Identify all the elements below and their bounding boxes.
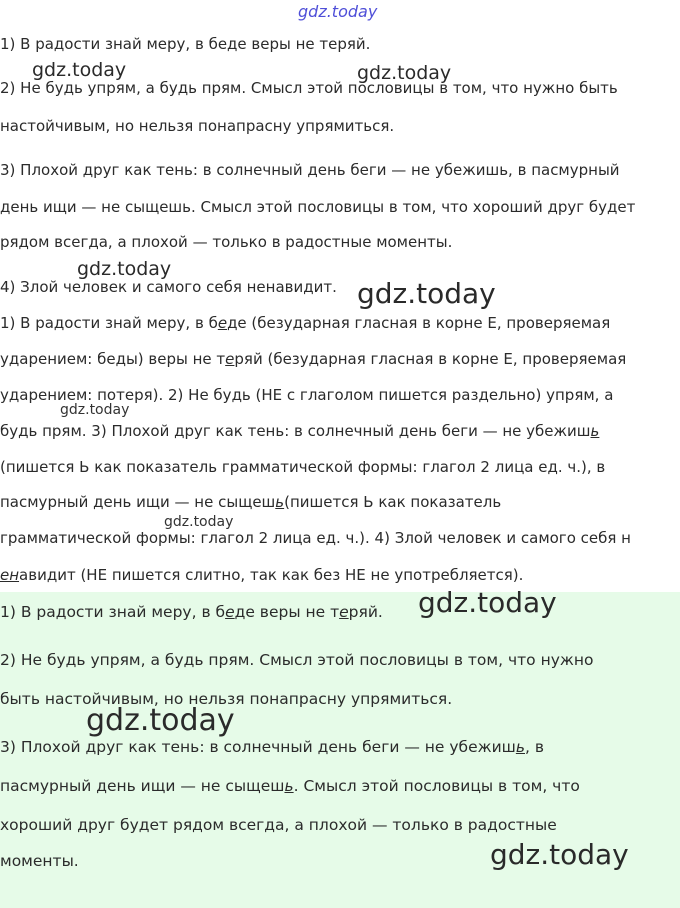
watermark: gdz.today xyxy=(490,838,629,871)
text: пасмурный день ищи — не сыщеш xyxy=(0,493,276,511)
highlighted-letter: ен xyxy=(0,566,20,584)
watermark: gdz.today xyxy=(32,59,127,81)
watermark: gdz.today xyxy=(357,277,496,310)
final-line: быть настойчивым, но нельзя понапрасну упрямиться. xyxy=(0,690,453,708)
watermark: gdz.today xyxy=(86,703,235,738)
text: де (безударная гласная в корне Е, проверяемая xyxy=(227,314,611,332)
text: (пишется Ь как показатель xyxy=(284,493,502,511)
analysis-line xyxy=(0,349,680,369)
answer-line: 3) Плохой друг как тень: в солнечный день беги — не убежишь, в пасмурный xyxy=(0,161,620,179)
text: ударением: беды) веры не т xyxy=(0,350,226,368)
answer-line: 4) Злой человек и самого себя ненавидит. xyxy=(0,278,337,296)
analysis-line xyxy=(0,492,680,512)
highlighted-letter: ь xyxy=(284,777,294,795)
final-line xyxy=(0,602,680,622)
final-line: моменты. xyxy=(0,852,79,870)
analysis-line xyxy=(0,313,680,333)
text: будь прям. 3) Плохой друг как тень: в солнечный день беги — не убежиш xyxy=(0,422,591,440)
answer-line: день ищи — не сыщешь. Смысл этой пословицы в том, что хороший друг будет xyxy=(0,198,636,216)
answer-line: 1) В радости знай меру, в беде веры не теряй. xyxy=(0,35,371,53)
text: . Смысл этой пословицы в том, что xyxy=(293,777,580,795)
final-line: 2) Не будь упрям, а будь прям. Смысл этой пословицы в том, что нужно xyxy=(0,651,594,669)
text: , в xyxy=(525,738,544,756)
answer-line: 2) Не будь упрям, а будь прям. Смысл этой пословицы в том, что нужно быть xyxy=(0,79,618,97)
highlighted-letter: е xyxy=(339,603,349,621)
watermark: gdz.today xyxy=(77,258,172,280)
highlighted-letter: ь xyxy=(590,422,600,440)
analysis-line: (пишется Ь как показатель грамматической формы: глагол 2 лица ед. ч.), в xyxy=(0,458,606,476)
text: де веры не т xyxy=(234,603,340,621)
watermark: gdz.today xyxy=(418,586,557,619)
watermark: gdz.today xyxy=(357,62,452,84)
watermark: gdz.today xyxy=(164,514,234,530)
analysis-line: грамматической формы: глагол 2 лица ед. ч.). 4) Злой человек и самого себя н xyxy=(0,529,631,547)
final-line xyxy=(0,737,680,757)
text: 1) В радости знай меру, в б xyxy=(0,603,226,621)
text: 1) В радости знай меру, в б xyxy=(0,314,218,332)
watermark-top: gdz.today xyxy=(298,2,378,21)
analysis-line: ударением: потеря). 2) Не будь (НЕ с глаголом пишется раздельно) упрям, а xyxy=(0,386,614,404)
text: 3) Плохой друг как тень: в солнечный день беги — не убежиш xyxy=(0,738,516,756)
highlighted-letter: ь xyxy=(275,493,285,511)
text: авидит (НЕ пишется слитно, так как без НЕ не употребляется). xyxy=(19,566,524,584)
analysis-line xyxy=(0,421,680,441)
watermark: gdz.today xyxy=(60,402,130,418)
highlighted-letter: ь xyxy=(515,738,525,756)
highlighted-letter: е xyxy=(217,314,228,332)
answer-line: рядом всегда, а плохой — только в радостные моменты. xyxy=(0,233,453,251)
text: ряй (безударная гласная в корне Е, проверяемая xyxy=(234,350,627,368)
final-line: хороший друг будет рядом всегда, а плохой — только в радостные xyxy=(0,816,557,834)
analysis-line xyxy=(0,565,680,585)
highlighted-letter: е xyxy=(225,350,235,368)
final-line xyxy=(0,776,680,796)
highlighted-letter: е xyxy=(225,603,235,621)
answer-line: настойчивым, но нельзя понапрасну упрямиться. xyxy=(0,117,395,135)
text: ряй. xyxy=(348,603,383,621)
text: пасмурный день ищи — не сыщеш xyxy=(0,777,285,795)
